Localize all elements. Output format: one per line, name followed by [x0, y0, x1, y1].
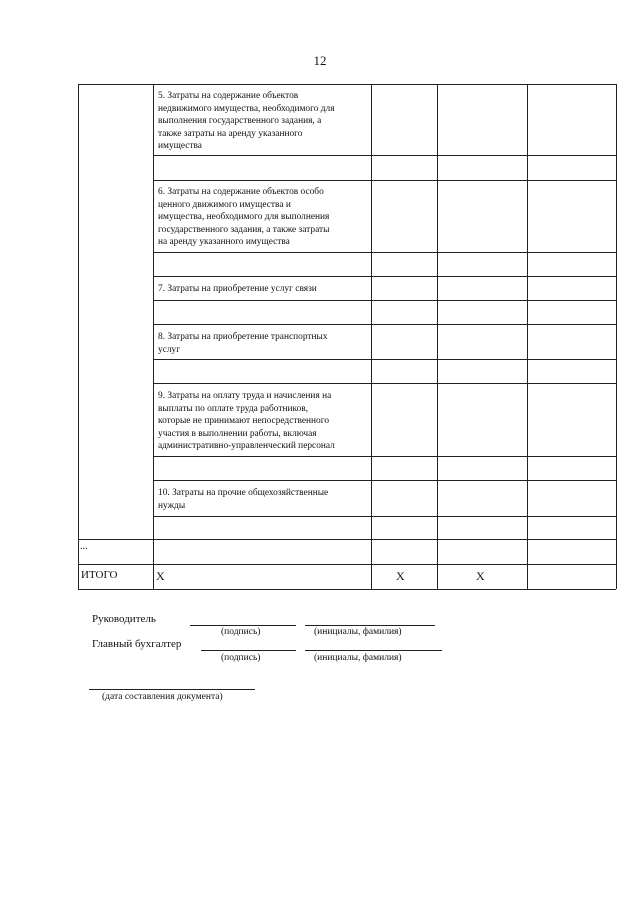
row-label: 6. Затраты на содержание объектов особо ценного движимого имущества и имущества, необходимого для выполнения государственного задания, а также затраты на аренду указанного имущества: [158, 187, 330, 248]
row-divider: [78, 564, 616, 565]
row-label: 8. Затраты на приобретение транспортных услуг: [158, 332, 328, 355]
accountant-initials-line: [305, 650, 442, 651]
column-divider: [616, 84, 617, 589]
table-bottom-border: [78, 589, 616, 590]
column-divider: [371, 84, 372, 589]
total-mark: X: [476, 569, 485, 583]
row-label: 5. Затраты на содержание объектов недвижимого имущества, необходимого для выполнения государственного задания, а также затраты на аренду указанного имущества: [158, 91, 335, 152]
row-divider: [78, 539, 616, 540]
row-divider: [153, 155, 616, 156]
accountant-signature-line: [201, 650, 296, 651]
row-divider: [153, 480, 616, 481]
head-label: Руководитель: [92, 613, 156, 625]
row-divider: [153, 252, 616, 253]
column-divider: [153, 84, 154, 589]
row-divider: [153, 180, 616, 181]
row-divider: [153, 516, 616, 517]
row-divider: [153, 383, 616, 384]
date-caption: (дата составления документа): [102, 692, 223, 702]
head-initials-line: [305, 625, 435, 626]
row-divider: [153, 276, 616, 277]
accountant-initials-caption: (инициалы, фамилия): [314, 653, 402, 663]
row-divider: [153, 324, 616, 325]
date-line: [89, 689, 255, 690]
column-divider: [527, 84, 528, 589]
row-divider: [153, 300, 616, 301]
accountant-signature-caption: (подпись): [221, 653, 261, 663]
table-top-border: [78, 84, 616, 85]
row-label: 7. Затраты на приобретение услуг связи: [158, 284, 317, 294]
row-divider: [153, 359, 616, 360]
head-signature-caption: (подпись): [221, 627, 261, 637]
row-label: 9. Затраты на оплату труда и начисления на выплаты по оплате труда работников, которые не принимают непосредственного участия в выполнении работы, включая административно-управленческий персонал: [158, 391, 335, 452]
ellipsis-row-label: ...: [80, 541, 88, 552]
row-label: 10. Затраты на прочие общехозяйственные нужды: [158, 488, 329, 511]
total-row-label: ИТОГО: [81, 569, 118, 581]
row-divider: [153, 456, 616, 457]
head-initials-caption: (инициалы, фамилия): [314, 627, 402, 637]
total-mark: X: [396, 569, 405, 583]
column-divider: [78, 84, 79, 589]
total-mark: X: [156, 569, 165, 583]
accountant-label: Главный бухгалтер: [92, 638, 182, 650]
head-signature-line: [190, 625, 296, 626]
page-number: 12: [313, 53, 327, 68]
column-divider: [437, 84, 438, 589]
